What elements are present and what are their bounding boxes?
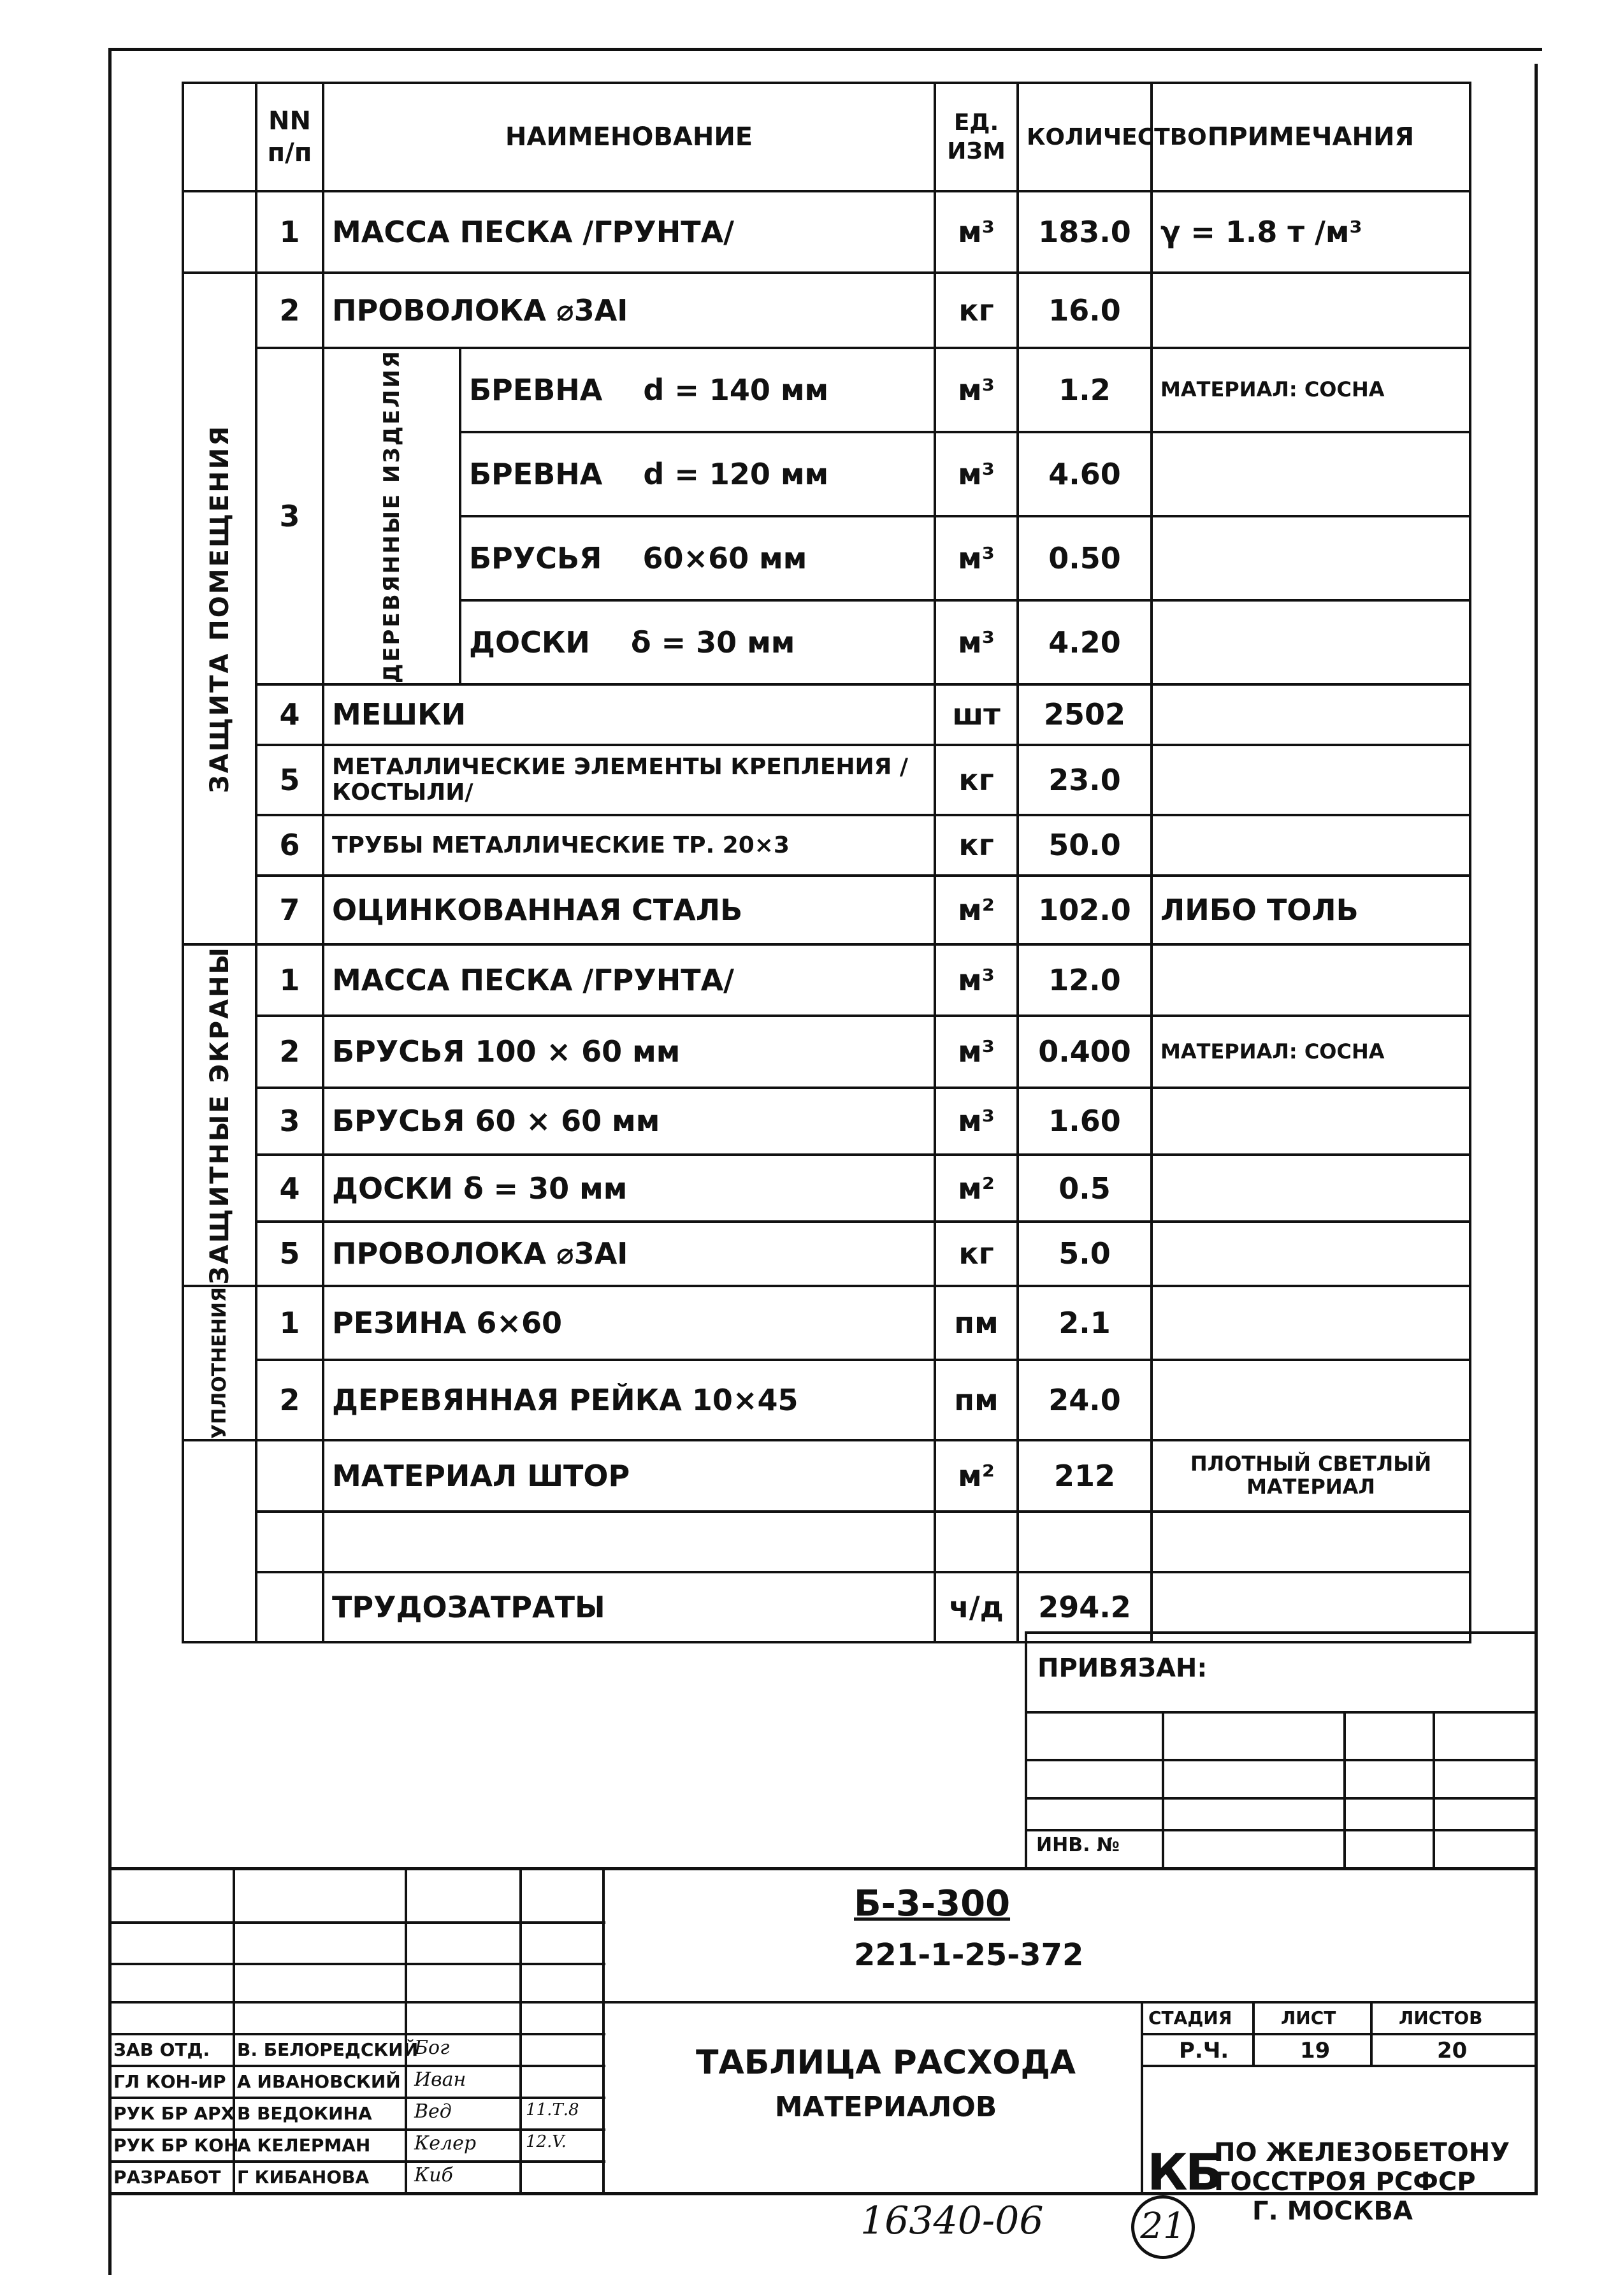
row-num bbox=[256, 1572, 323, 1642]
row-unit: кг bbox=[935, 273, 1018, 348]
org-name: ПО ЖЕЛЕЗОБЕТОНУ ГОССТРОЯ РСФСР Г. МОСКВА bbox=[1214, 2138, 1510, 2226]
row-name: РЕЗИНА 6×60 bbox=[323, 1286, 935, 1360]
sheets-value: 20 bbox=[1437, 2038, 1468, 2063]
row-unit: м³ bbox=[935, 944, 1018, 1016]
row-name: ПРОВОЛОКА ⌀3АI bbox=[323, 273, 935, 348]
header-unit: ЕД. ИЗМ bbox=[935, 83, 1018, 191]
row-name: ДОСКИ δ = 30 мм bbox=[323, 1155, 935, 1222]
row-name: ДЕРЕВЯННАЯ РЕЙКА 10×45 bbox=[323, 1360, 935, 1440]
date-4: 12.V. bbox=[526, 2132, 567, 2151]
row-note bbox=[1152, 600, 1470, 684]
row-note bbox=[1152, 1286, 1470, 1360]
row-num: 2 bbox=[256, 273, 323, 348]
row-note bbox=[1152, 432, 1470, 516]
row-name: МЕТАЛЛИЧЕСКИЕ ЭЛЕМЕНТЫ КРЕПЛЕНИЯ /КОСТЫЛИ/ bbox=[323, 745, 935, 815]
table-row bbox=[183, 1088, 1470, 1155]
role-5: РАЗРАБОТ bbox=[113, 2167, 221, 2188]
row-num bbox=[256, 1512, 323, 1572]
table-row bbox=[183, 815, 1470, 876]
row-unit: м² bbox=[935, 876, 1018, 944]
header-note: ПРИМЕЧАНИЯ bbox=[1152, 83, 1470, 191]
row-name: МЕШКИ bbox=[323, 684, 935, 745]
name-4: А КЕЛЕРМАН bbox=[237, 2135, 371, 2156]
row-num: 7 bbox=[256, 876, 323, 944]
inv-label: ИНВ. № bbox=[1036, 1834, 1120, 1856]
name-5: Г КИБАНОВА bbox=[237, 2167, 370, 2188]
row-name: ПРОВОЛОКА ⌀3АI bbox=[323, 1222, 935, 1285]
sheet-header: ЛИСТ bbox=[1281, 2007, 1336, 2028]
signature-4: Келер bbox=[414, 2132, 477, 2155]
row-qty: 24.0 bbox=[1018, 1360, 1152, 1440]
header-qty: КОЛИЧЕСТВО bbox=[1018, 83, 1152, 191]
table-row bbox=[183, 273, 1470, 348]
row-unit: м³ bbox=[935, 1088, 1018, 1155]
org-logo: КБ bbox=[1147, 2144, 1221, 2202]
table-row bbox=[183, 745, 1470, 815]
row-unit: ч/д bbox=[935, 1572, 1018, 1642]
header-num: NN п/п bbox=[256, 83, 323, 191]
tiein-box bbox=[1025, 1631, 1535, 1867]
row-name: ТРУДОЗАТРАТЫ bbox=[323, 1572, 935, 1642]
table-row bbox=[183, 1016, 1470, 1087]
row-unit: м² bbox=[935, 1440, 1018, 1512]
row-qty: 4.60 bbox=[1018, 432, 1152, 516]
row-unit: м³ bbox=[935, 432, 1018, 516]
row-unit: пм bbox=[935, 1360, 1018, 1440]
row-qty: 212 bbox=[1018, 1440, 1152, 1512]
section-protect-screens: ЗАЩИТНЫЕ ЭКРАНЫ bbox=[183, 944, 256, 1286]
drawing-code-2: 221-1-25-372 bbox=[854, 1937, 1084, 1973]
row-name: МАТЕРИАЛ ШТОР bbox=[323, 1440, 935, 1512]
date-3: 11.Т.8 bbox=[526, 2100, 579, 2119]
row-num: 2 bbox=[256, 1016, 323, 1087]
row-qty: 2502 bbox=[1018, 684, 1152, 745]
row-note bbox=[1152, 815, 1470, 876]
row-num: 3 bbox=[256, 348, 323, 684]
section-empty bbox=[183, 191, 256, 273]
signature-2: Иван bbox=[414, 2069, 466, 2091]
row-qty: 0.50 bbox=[1018, 516, 1152, 600]
table-row bbox=[183, 876, 1470, 944]
row-unit: кг bbox=[935, 1222, 1018, 1285]
role-3: РУК БР АРХ bbox=[113, 2103, 235, 2124]
archive-number: 16340-06 bbox=[860, 2199, 1044, 2243]
row-unit: м³ bbox=[935, 600, 1018, 684]
row-qty: 102.0 bbox=[1018, 876, 1152, 944]
row-note bbox=[1152, 516, 1470, 600]
header-name: НАИМЕНОВАНИЕ bbox=[323, 83, 935, 191]
row-qty: 0.400 bbox=[1018, 1016, 1152, 1087]
row-note bbox=[1152, 944, 1470, 1016]
row-qty: 0.5 bbox=[1018, 1155, 1152, 1222]
table-row bbox=[183, 1222, 1470, 1285]
row-name bbox=[323, 1512, 935, 1572]
row-qty: 2.1 bbox=[1018, 1286, 1152, 1360]
row-name: БРЕВНА d = 140 мм bbox=[460, 348, 935, 432]
row-unit: м³ bbox=[935, 1016, 1018, 1087]
row-note: МАТЕРИАЛ: СОСНА bbox=[1152, 348, 1470, 432]
row-qty bbox=[1018, 1512, 1152, 1572]
row-note: ЛИБО ТОЛЬ bbox=[1152, 876, 1470, 944]
row-num: 4 bbox=[256, 1155, 323, 1222]
row-note bbox=[1152, 273, 1470, 348]
name-2: А ИВАНОВСКИЙ bbox=[237, 2071, 401, 2092]
row-unit: кг bbox=[935, 745, 1018, 815]
row-note bbox=[1152, 1155, 1470, 1222]
table-row bbox=[183, 1360, 1470, 1440]
materials-table bbox=[182, 82, 1471, 1643]
row-qty: 16.0 bbox=[1018, 273, 1152, 348]
row-qty: 50.0 bbox=[1018, 815, 1152, 876]
row-qty: 294.2 bbox=[1018, 1572, 1152, 1642]
row-name: БРУСЬЯ 60×60 мм bbox=[460, 516, 935, 600]
row-name: ТРУБЫ МЕТАЛЛИЧЕСКИЕ ТР. 20×3 bbox=[323, 815, 935, 876]
role-1: ЗАВ ОТД. bbox=[113, 2039, 210, 2060]
table-row bbox=[183, 1512, 1470, 1572]
row-qty: 4.20 bbox=[1018, 600, 1152, 684]
section-seals: УПЛОТНЕНИЯ bbox=[183, 1286, 256, 1440]
row-qty: 183.0 bbox=[1018, 191, 1152, 273]
name-3: В ВЕДОКИНА bbox=[237, 2103, 372, 2124]
table-row bbox=[183, 1155, 1470, 1222]
row-note bbox=[1152, 1088, 1470, 1155]
row-num: 2 bbox=[256, 1360, 323, 1440]
table-row bbox=[183, 1286, 1470, 1360]
sheet-circle-number: 21 bbox=[1131, 2195, 1195, 2259]
row-note bbox=[1152, 1512, 1470, 1572]
row-note: ПЛОТНЫЙ СВЕТЛЫЙ МАТЕРИАЛ bbox=[1152, 1440, 1470, 1512]
section-empty bbox=[183, 1440, 256, 1642]
row-name: ОЦИНКОВАННАЯ СТАЛЬ bbox=[323, 876, 935, 944]
stage-value: Р.Ч. bbox=[1179, 2038, 1229, 2063]
row-qty: 5.0 bbox=[1018, 1222, 1152, 1285]
sheet-value: 19 bbox=[1300, 2038, 1331, 2063]
row-qty: 12.0 bbox=[1018, 944, 1152, 1016]
row-name: МАССА ПЕСКА /ГРУНТА/ bbox=[323, 944, 935, 1016]
row-unit: кг bbox=[935, 815, 1018, 876]
header-blank bbox=[183, 83, 256, 191]
row-num: 1 bbox=[256, 191, 323, 273]
row-num: 1 bbox=[256, 1286, 323, 1360]
row-qty: 1.60 bbox=[1018, 1088, 1152, 1155]
name-1: В. БЕЛОРЕДСКИЙ bbox=[237, 2039, 419, 2060]
row-name: ДОСКИ δ = 30 мм bbox=[460, 600, 935, 684]
row-unit: м² bbox=[935, 1155, 1018, 1222]
row-unit: м³ bbox=[935, 516, 1018, 600]
row-unit: м³ bbox=[935, 348, 1018, 432]
row-name: БРУСЬЯ 60 × 60 мм bbox=[323, 1088, 935, 1155]
drawing-code: Б-3-300 bbox=[854, 1883, 1011, 1924]
row-name: БРЕВНА d = 120 мм bbox=[460, 432, 935, 516]
row-note: γ = 1.8 т /м³ bbox=[1152, 191, 1470, 273]
table-row bbox=[183, 684, 1470, 745]
table-row bbox=[183, 191, 1470, 273]
row-num: 4 bbox=[256, 684, 323, 745]
row-num bbox=[256, 1440, 323, 1512]
row-note: МАТЕРИАЛ: СОСНА bbox=[1152, 1016, 1470, 1087]
stage-header: СТАДИЯ bbox=[1148, 2007, 1232, 2028]
signature-3: Вед bbox=[414, 2100, 452, 2123]
row-note bbox=[1152, 684, 1470, 745]
row-num: 5 bbox=[256, 1222, 323, 1285]
role-2: ГЛ КОН-ИР bbox=[113, 2071, 226, 2092]
table-header-row bbox=[183, 83, 1470, 191]
section-wood-items: ДЕРЕВЯННЫЕ ИЗДЕЛИЯ bbox=[323, 348, 460, 684]
frame-right-edge bbox=[1535, 64, 1538, 1899]
table-row bbox=[183, 944, 1470, 1016]
role-4: РУК БР КОН bbox=[113, 2135, 239, 2156]
row-qty: 1.2 bbox=[1018, 348, 1152, 432]
row-note bbox=[1152, 1222, 1470, 1285]
row-note bbox=[1152, 1360, 1470, 1440]
sheets-header: ЛИСТОВ bbox=[1399, 2007, 1483, 2028]
row-unit bbox=[935, 1512, 1018, 1572]
row-num: 6 bbox=[256, 815, 323, 876]
row-unit: пм bbox=[935, 1286, 1018, 1360]
row-unit: м³ bbox=[935, 191, 1018, 273]
signature-1: Бог bbox=[414, 2037, 450, 2059]
drawing-title: ТАБЛИЦА РАСХОДА МАТЕРИАЛОВ bbox=[695, 2044, 1076, 2124]
tiein-label: ПРИВЯЗАН: bbox=[1037, 1654, 1208, 1683]
row-qty: 23.0 bbox=[1018, 745, 1152, 815]
row-num: 5 bbox=[256, 745, 323, 815]
row-name: БРУСЬЯ 100 × 60 мм bbox=[323, 1016, 935, 1087]
row-unit: шт bbox=[935, 684, 1018, 745]
signature-5: Киб bbox=[414, 2164, 453, 2186]
row-num: 3 bbox=[256, 1088, 323, 1155]
row-note bbox=[1152, 745, 1470, 815]
table-row bbox=[183, 348, 1470, 432]
row-name: МАССА ПЕСКА /ГРУНТА/ bbox=[323, 191, 935, 273]
row-num: 1 bbox=[256, 944, 323, 1016]
section-protect-rooms: ЗАЩИТА ПОМЕЩЕНИЯ bbox=[183, 273, 256, 944]
table-row bbox=[183, 1440, 1470, 1512]
